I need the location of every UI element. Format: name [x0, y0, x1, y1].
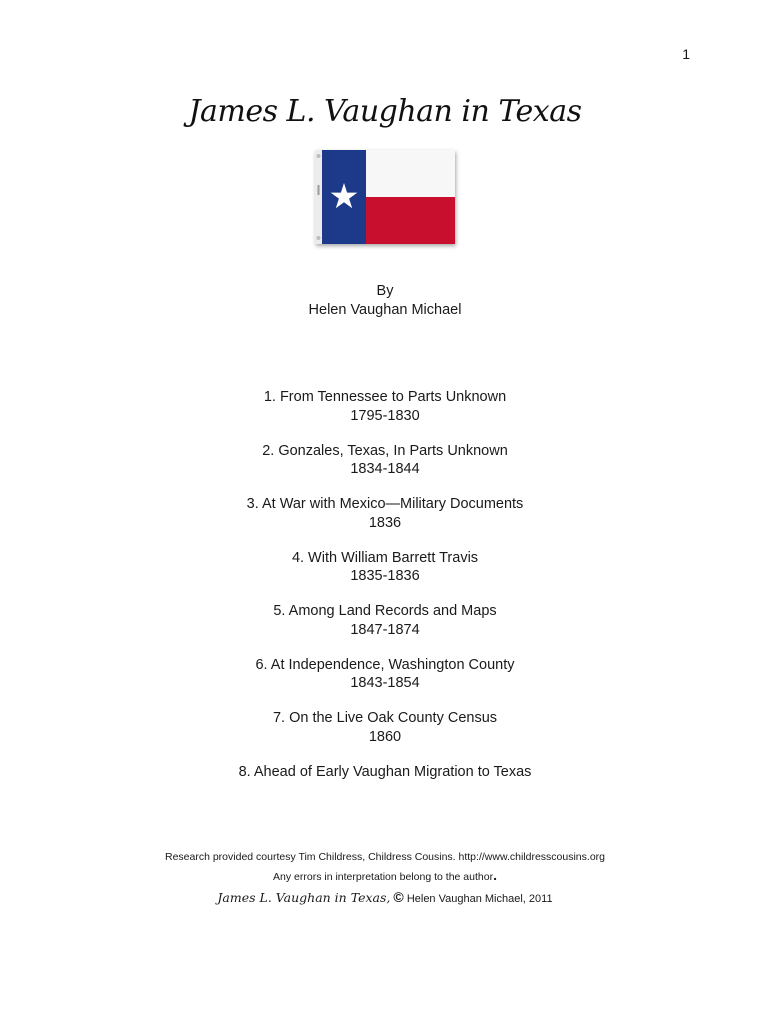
- toc-item-label: 8. Ahead of Early Vaughan Migration to Texas: [238, 763, 532, 780]
- toc-item-years: 1836: [368, 514, 402, 531]
- toc-item: [0, 602, 770, 656]
- toc-item-label: 2. Gonzales, Texas, In Parts Unknown: [262, 442, 508, 459]
- toc-item-label: 7. On the Live Oak County Census: [272, 710, 498, 726]
- copyright-line: [0, 889, 770, 907]
- toc-item-years: 1835-1836: [350, 568, 420, 584]
- copyright-holder: Helen Vaughan Michael, 2011: [406, 893, 553, 905]
- toc-item-label: 5. Among Land Records and Maps: [273, 603, 497, 619]
- toc-item: [0, 442, 770, 496]
- errors-disclaimer: [0, 867, 770, 885]
- byline: [0, 282, 770, 320]
- document-title: James L. Vaughan in Texas: [188, 94, 582, 129]
- toc-item-years: 1847-1874: [350, 621, 420, 638]
- toc-item: [0, 495, 770, 549]
- errors-disclaimer-text: Any errors in interpretation belong to the author: [273, 871, 494, 883]
- toc-item: [0, 656, 770, 710]
- toc-item-years: 1834-1844: [350, 461, 420, 477]
- toc-item: [0, 388, 770, 442]
- toc-item-label: 6. At Independence, Washington County: [255, 656, 515, 673]
- toc-item-years: 1860: [368, 728, 402, 745]
- toc-item: [0, 763, 770, 817]
- toc-item-years: 1843-1854: [350, 675, 420, 691]
- copyright-work-title: James L. Vaughan in Texas,: [217, 890, 391, 905]
- errors-disclaimer-period: .: [493, 867, 497, 883]
- byline-author: Helen Vaughan Michael: [308, 302, 462, 318]
- copyright-icon: ©: [393, 889, 404, 905]
- toc-item-label: 3. At War with Mexico—Military Documents: [246, 496, 524, 512]
- byline-by: By: [376, 283, 394, 299]
- footer: [0, 850, 770, 907]
- research-credit: Research provided courtesy Tim Childress, Childress Cousins. http://www.childresscousins.org: [164, 851, 605, 863]
- texas-flag-image: [315, 150, 455, 244]
- texas-flag-icon: [315, 150, 455, 244]
- toc-item-years: 1795-1830: [350, 407, 420, 424]
- toc-item-label: 4. With William Barrett Travis: [291, 549, 479, 566]
- toc-item-label: 1. From Tennessee to Parts Unknown: [263, 389, 507, 405]
- page-number: 1: [682, 46, 690, 62]
- toc-item: [0, 549, 770, 603]
- toc-item: [0, 709, 770, 763]
- table-of-contents: [0, 388, 770, 816]
